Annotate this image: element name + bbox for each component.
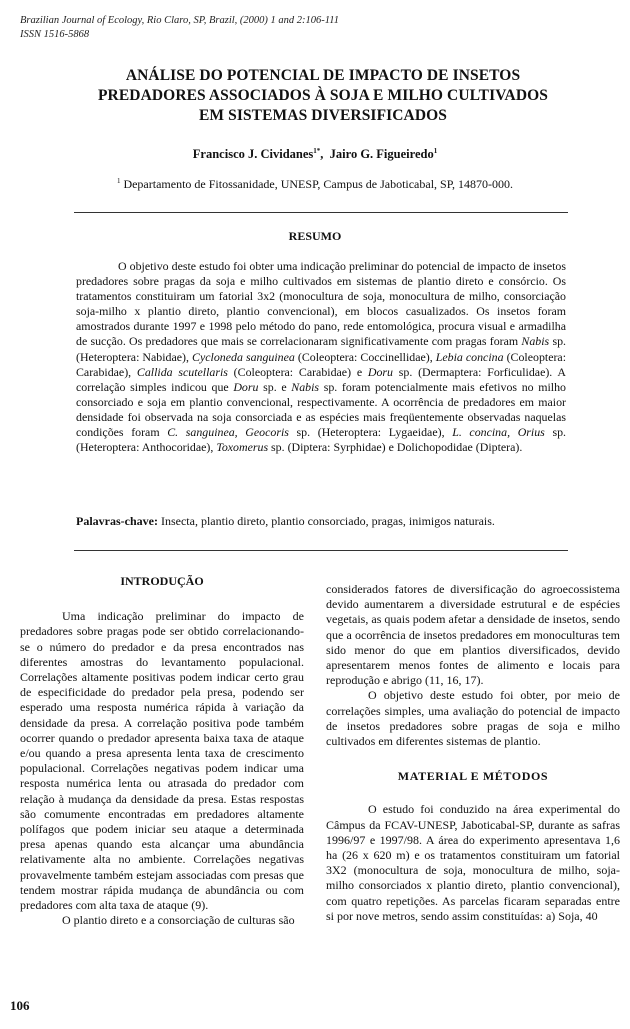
- resumo-heading: RESUMO: [288, 229, 342, 243]
- authors: Francisco J. Cividanes$^{1*}$, Jairo G. Figueiredo$^1$: [192, 147, 438, 162]
- author-2: Jairo G. Figueiredo: [329, 147, 434, 162]
- intro-paragraph-2: O plantio direto e a consorciação de culturas são: [62, 913, 295, 928]
- title-line-1: ANÁLISE DO POTENCIAL DE IMPACTO DE INSETOS: [125, 67, 521, 84]
- affiliation-text: Departamento de Fitossanidade, UNESP, Campus de Jaboticabal, SP, 14870-000.: [123, 177, 514, 191]
- journal-header: [20, 14, 339, 42]
- article-title: [70, 66, 576, 126]
- keywords-label: Palavras-chave:: [76, 514, 158, 528]
- title-line-2: PREDADORES ASSOCIADOS À SOJA E MILHO CULTIVADOS: [97, 87, 548, 104]
- keywords: [76, 514, 566, 529]
- keywords-text: Insecta, plantio direto, plantio consorciado, pragas, inimigos naturais.: [157, 514, 495, 528]
- methods-heading: MATERIAL E MÉTODOS: [397, 769, 549, 784]
- intro-paragraph-1: Uma indicação preliminar do impacto de predadores sobre pragas pode ser obtido correlacionando-se o número do predador e da presa encontrados nas diferentes amostras do levantamento populacional. Correlações altamente positivas podem indicar certo grau de especificidade do predador pela presa, podendo ser esperado uma resposta numérica rápida à variação da densidade da presa. A correlação positiva pode também ocorrer quando o predador apresenta baixa taxa de ataque e/ou quando a presa apresenta lenta taxa de crescimento populacional. Correlações negativas podem indicar uma resposta numérica lenta ou atrasada do predador com relação à mudança da densidade da presa. Estas respostas são comumente encontradas em predadores altamente polífagos que podem iniciar seu ataque a determinada presa apenas quando esta alcançar uma abundância relativamente alta no ambiente. Correlações negativas provavelmente também estejam associadas com presas que tendem mostrar rápida mudança de abundância ou com predadores com alta taxa de ataque (9).: [20, 609, 304, 913]
- issn: ISSN 1516-5868: [20, 29, 90, 40]
- right-column: [326, 582, 620, 924]
- rule-top: [74, 212, 568, 213]
- abstract-paragraph: O objetivo deste estudo foi obter uma indicação preliminar do potencial de impacto de insetos predadores sobre pragas da soja e milho cultivados em sistemas de plantio direto e consórcio. Os tratamentos constituiram um fatorial 3x2 (monocultura de soja, monocultura de milho, consorciação soja-milho x plantio direto, plantio convencional), em blocos casualizados. Os insetos foram amostrados durante 1997 e 1998 pelo método do pano, rede entomológica, procura visual e armadilha de sucção. Os predadores que mais se correlacionaram significativamente com pragas foram Nabis sp. (Heteroptera: Nabidae), Cycloneda sanguinea (Coleoptera: Coccinellidae), Lebia concina (Coleoptera: Carabidae), Callida scutellaris (Coleoptera: Carabidae) e Doru sp. (Dermaptera: Forficulidae). A correlação simples indicou que Doru sp. e Nabis sp. foram potencialmente mais efetivos no milho consorciado e soja em plantio convencional, respectivamente. A ocorrência de predadores em maior densidade foi observada na soja consorciada e as espécies mais freqüentemente observadas naquelas condições foram C. sanguinea, Geocoris sp. (Heteroptera: Lygaeidae), L. concina, Orius sp. (Heteroptera: Anthocoridae), Toxomerus sp. (Diptera: Syrphidae) e Dolichopodidae (Diptera).: [76, 259, 567, 455]
- journal-citation: Brazilian Journal of Ecology, Rio Claro, SP, Brazil, (2000) 1 and 2:106-111: [20, 15, 339, 26]
- author-2-mark: 1: [433, 147, 438, 155]
- author-1-mark: 1*: [313, 147, 321, 155]
- right-paragraph-2: O objetivo deste estudo foi obter, por meio de correlações simples, uma avaliação do potencial de impacto de insetos predadores sobre pragas de soja e milho cultivados em diferentes sistemas de plantio.: [326, 688, 620, 749]
- intro-heading: INTRODUÇÃO: [120, 574, 204, 588]
- rule-bottom: [74, 550, 568, 551]
- page-number: 106: [10, 998, 30, 1013]
- methods-paragraph-1: O estudo foi conduzido na área experimental do Câmpus da FCAV-UNESP, Jaboticabal-SP, durante as safras 1996/97 e 1997/98. A área do experimento apresentava 1,6 ha (26 x 620 m) e os tratamentos constituiram um fatorial 3X2 (monocultura de soja, monocultura de milho, soja-milho consorciados x plantio direto, plantio convencional), com quatro repetições. As parcelas ficaram separadas entre si por nove metros, sendo assim constituídas: a) Soja, 40: [326, 802, 620, 923]
- abstract: [76, 259, 566, 455]
- affiliation-mark: 1: [116, 177, 121, 185]
- left-column: [20, 574, 304, 928]
- author-1: Francisco J. Cividanes: [192, 147, 314, 162]
- right-paragraph-1: considerados fatores de diversificação do agroecossistema devido aumentarem a diversidade estrutural e de espécies vegetais, as quais podem afetar a densidade de insetos, sendo que a ocorrência de insetos predadores em monoculturas tem sido menor do que em plantios diversificados, devido apresentarem menos fontes de alimento e locais para reprodução e abrigo (11, 16, 17).: [326, 582, 620, 688]
- title-line-3: EM SISTEMAS DIVERSIFICADOS: [198, 107, 448, 124]
- affiliation: [0, 177, 630, 192]
